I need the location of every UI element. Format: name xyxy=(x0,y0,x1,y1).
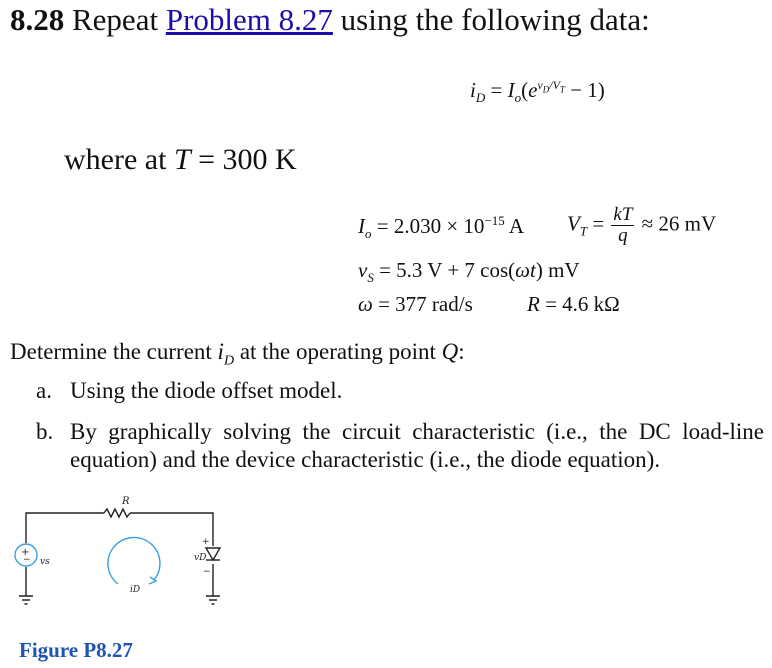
label-r: R xyxy=(122,496,130,507)
ground-right xyxy=(206,596,220,604)
figure-caption: Figure P8.27 xyxy=(19,638,133,662)
given-vt: $V_T$ = $\frac{kT}{q}$ ≈ 26 mV xyxy=(567,204,717,246)
given-omega: ω = 377 rad/s xyxy=(358,292,473,316)
label-vd: vD xyxy=(194,553,207,563)
item-a-label: a. xyxy=(36,378,52,403)
label-id: iD xyxy=(130,585,141,595)
given-io: $I_o = 2.030 \times 10^{-15}$ A xyxy=(358,213,525,242)
resistor-symbol xyxy=(104,509,130,517)
ground-left xyxy=(19,596,33,604)
diode-symbol xyxy=(206,548,220,560)
problem-title xyxy=(10,2,650,38)
list-item-b xyxy=(36,418,766,474)
label-vs: vs xyxy=(40,557,50,567)
label-vd-minus: − xyxy=(203,567,211,577)
where-condition: where at T = 300 K xyxy=(64,143,297,176)
source-minus-sign: − xyxy=(23,555,31,565)
item-b-text-line2: equation) and the device characteristic (i.e., the diode equation). xyxy=(70,447,661,472)
title-text-before: Repeat xyxy=(72,2,159,37)
wire-right-top xyxy=(130,513,213,546)
title-text-after: using the following data: xyxy=(340,2,650,37)
problem-number: 8.28 xyxy=(10,2,65,37)
circuit-figure xyxy=(6,488,246,628)
diode-equation: $i_D = I_o(e^{v_D/V_T} - 1)$ xyxy=(470,78,605,106)
wire-left-top xyxy=(26,513,104,543)
item-b-label: b. xyxy=(36,419,54,444)
label-vd-plus: + xyxy=(202,537,210,547)
problem-8-27-link[interactable]: Problem 8.27 xyxy=(165,2,333,37)
source-plus: + xyxy=(21,547,30,558)
item-a-text: Using the diode offset model. xyxy=(70,378,343,403)
given-r: R = 4.6 kΩ xyxy=(527,292,620,316)
list-item-a xyxy=(36,378,342,404)
question-text: Determine the current $i_D$ at the operating point Q: xyxy=(10,339,465,369)
item-b-text-line1: By graphically solving the circuit characteristic (i.e., the DC load-line xyxy=(70,419,764,444)
current-loop-arrow xyxy=(108,537,160,584)
given-vs: $v_S = 5.3$ V + 7 cos(ωt) mV xyxy=(358,258,580,286)
